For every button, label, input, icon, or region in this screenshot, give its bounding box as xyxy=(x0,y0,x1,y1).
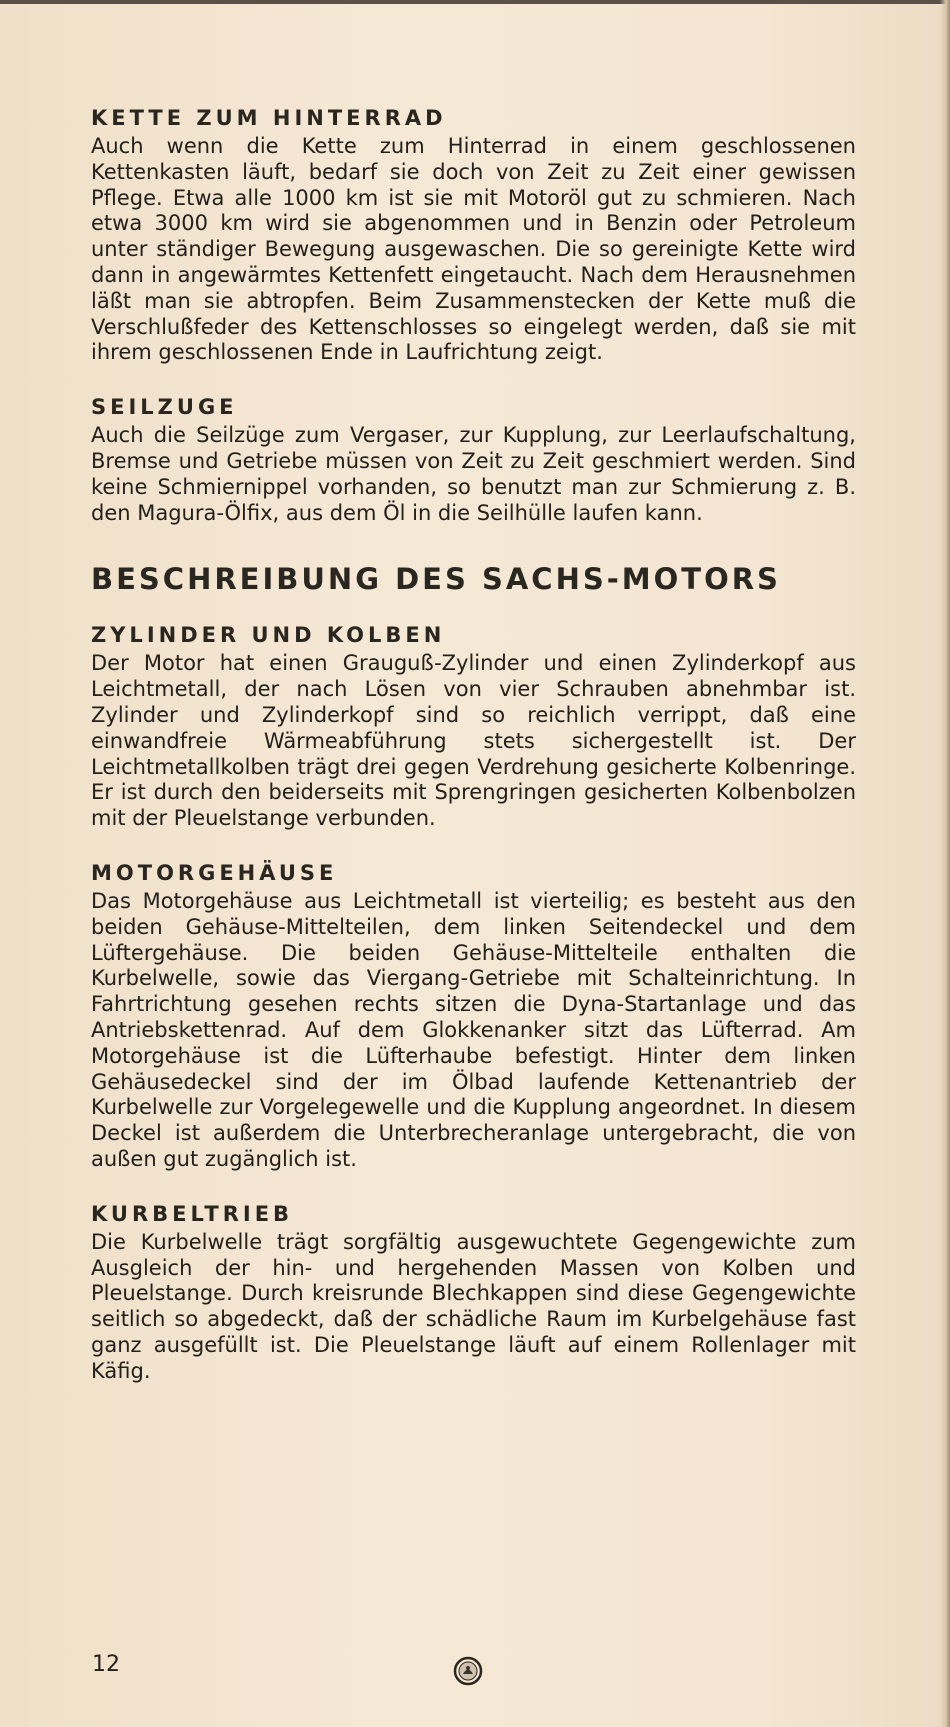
paragraph-kurbeltrieb: Die Kurbelwelle trägt sorgfältig ausgewuchtete Gegengewichte zum Ausgleich der hin- und hergehenden Massen von Kolben und Pleuelstange. Durch kreisrunde Blechkappen sind diese Gegengewichte seitlich so abgedeckt, daß der schädliche Raum im Kurbelgehäuse fast ganz ausgefüllt ist. Die Pleuelstange läuft auf einem Rollenlager mit Käfig. xyxy=(91,1229,856,1383)
heading-kurbeltrieb: KURBELTRIEB xyxy=(91,1201,294,1226)
publisher-emblem-icon xyxy=(453,1656,483,1686)
heading-seilzuege: SEILZUGE xyxy=(91,395,238,420)
paragraph-zylinder: Der Motor hat einen Grauguß-Zylinder und einen Zylinderkopf aus Leichtmetall, der nach Lösen von vier Schrauben abnehmbar ist. Zylinder und Zylinderkopf sind so reichlich verrippt, daß eine einwandfreie Wärmeabführung stets sichergestellt ist. Der Leichtmetallkolben trägt drei gegen Verdrehung gesicherte Kolbenringe. Er ist durch den beiderseits mit Sprengringen gesicherten Kolbenbolzen mit der Pleuelstange verbunden. xyxy=(91,651,856,831)
paragraph-motorgehaeuse: Das Motorgehäuse aus Leichtmetall ist vierteilig; es besteht aus den beiden Gehäuse-Mittelteilen, dem linken Seitendeckel und dem Lüftergehäuse. Die beiden Gehäuse-Mittelteile enthalten die Kurbelwelle, sowie das Viergang-Getriebe mit Schalteinrichtung. In Fahrtrichtung gesehen rechts sitzen die Dyna-Startanlage und das Antriebskettenrad. Auf dem Glokkenanker sitzt das Lüfterrad. Am Motorgehäuse ist die Lüfterhaube befestigt. Hinter dem linken Gehäusedeckel sind der im Ölbad laufende Kettenantrieb der Kurbelwelle zur Vorgelegewelle und die Kupplung angeordnet. In diesem Deckel ist außerdem die Unterbrecheranlage untergebracht, die von außen gut zugänglich ist. xyxy=(91,888,856,1171)
main-title: BESCHREIBUNG DES SACHS-MOTORS xyxy=(91,562,781,597)
heading-motorgehaeuse: MOTORGEHÄUSE xyxy=(91,860,338,885)
page-number: 12 xyxy=(92,1652,120,1677)
top-border xyxy=(0,0,950,4)
heading-kette: KETTE ZUM HINTERRAD xyxy=(91,106,447,130)
heading-zylinder: ZYLINDER UND KOLBEN xyxy=(91,623,446,648)
paragraph-seilzuege: Auch die Seilzüge zum Vergaser, zur Kupplung, zur Leerlaufschaltung, Bremse und Getriebe müssen von Zeit zu Zeit geschmiert werden. Sind keine Schmiernippel vorhanden, so benutzt man zur Schmierung z. B. den Magura-Ölfix, aus dem Öl in die Seilhülle laufen kann. xyxy=(91,423,856,525)
paragraph-kette: Auch wenn die Kette zum Hinterrad in einem geschlossenen Kettenkasten läuft, bedarf sie doch von Zeit zu Zeit einer gewissen Pflege. Etwa alle 1000 km ist sie mit Motoröl gut zu schmieren. Nach etwa 3000 km wird sie abgenommen und in Benzin oder Petroleum unter ständiger Bewegung ausgewaschen. Die so gereinigte Kette wird dann in angewärmtes Kettenfett eingetaucht. Nach dem Herausnehmen läßt man sie abtropfen. Beim Zusammenstecken der Kette muß die Verschlußfeder des Kettenschlosses so eingelegt werden, daß sie mit ihrem geschlossenen Ende in Laufrichtung zeigt. xyxy=(91,134,856,365)
right-page-edge xyxy=(940,0,950,1727)
page-content xyxy=(91,104,856,1384)
